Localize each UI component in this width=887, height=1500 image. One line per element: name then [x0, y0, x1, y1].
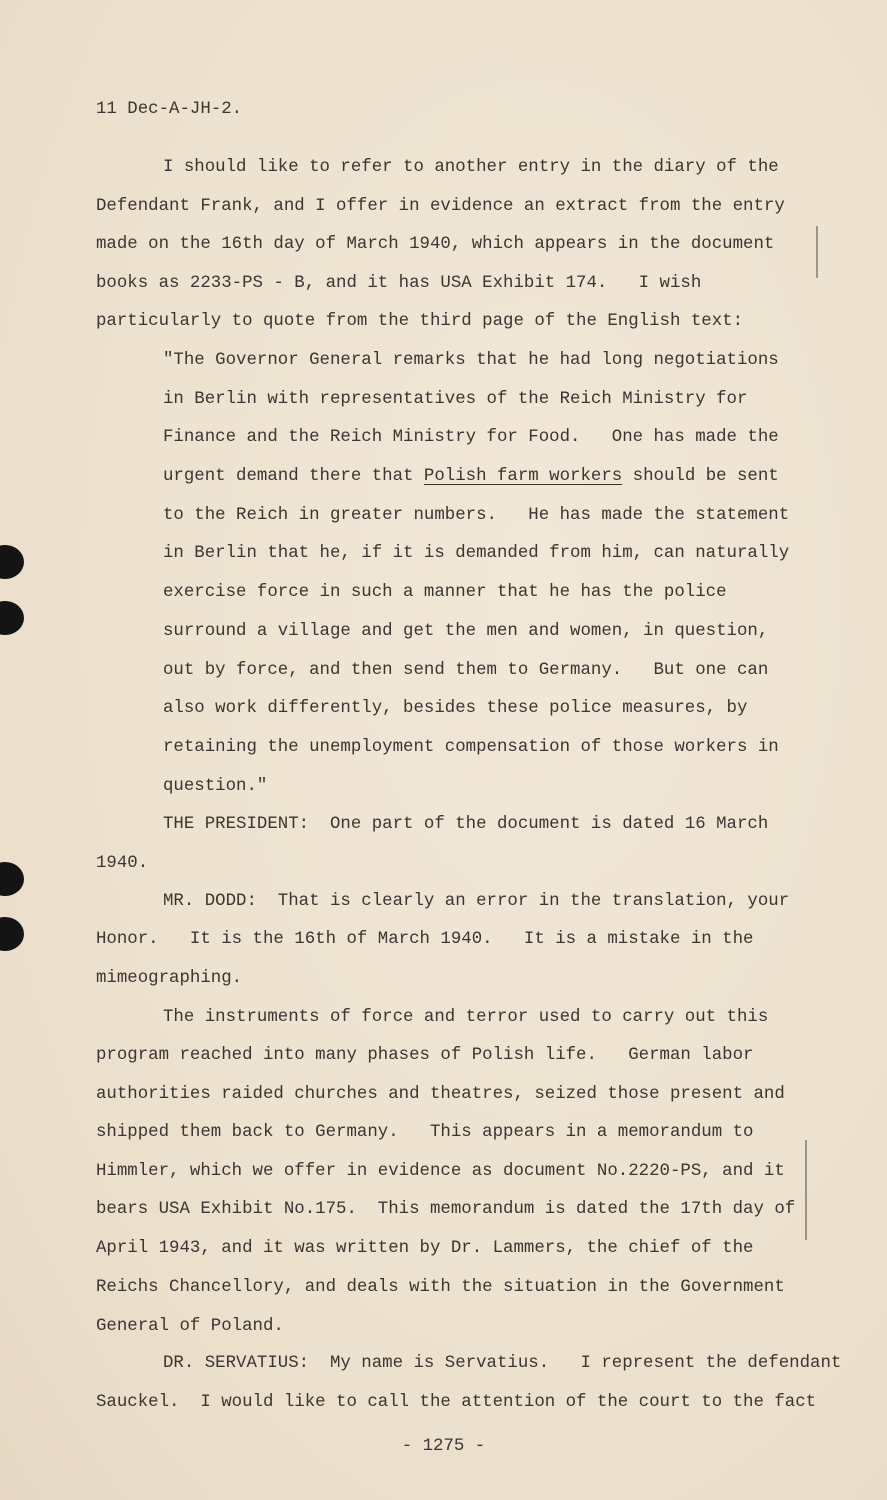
text-line: Reichs Chancellory, and deals with the situation in the Government	[96, 1278, 785, 1297]
quote-text: should be sent	[622, 467, 779, 486]
speaker-line: THE PRESIDENT: One part of the document is dated 16 March	[163, 815, 769, 834]
quote-line: Finance and the Reich Ministry for Food. One has made the	[163, 428, 779, 447]
page-number: - 1275 -	[401, 1437, 486, 1456]
text-line: General of Poland.	[96, 1317, 284, 1336]
quote-line	[163, 466, 779, 488]
underlined-phrase: Polish farm workers	[423, 467, 623, 486]
quote-line: out by force, and then send them to Germany. But one can	[163, 661, 769, 680]
text-line: mimeographing.	[96, 969, 243, 988]
speaker-line: MR. DODD: That is clearly an error in the translation, your	[163, 892, 790, 911]
document-header: 11 Dec-A-JH-2.	[96, 100, 243, 119]
text-line: The instruments of force and terror used to carry out this	[163, 1008, 769, 1027]
speaker-line: DR. SERVATIUS: My name is Servatius. I represent the defendant	[163, 1354, 842, 1373]
text-line: authorities raided churches and theatres, seized those present and	[96, 1085, 785, 1104]
margin-mark	[816, 226, 818, 278]
quote-line: retaining the unemployment compensation of those workers in	[163, 738, 779, 757]
text-line: particularly to quote from the third page of the English text:	[96, 312, 744, 331]
text-line: made on the 16th day of March 1940, which appears in the document	[96, 235, 775, 254]
text-line: 1940.	[96, 854, 149, 873]
quote-text: urgent demand there that	[163, 467, 424, 486]
quote-line: "The Governor General remarks that he had long negotiations	[163, 351, 779, 370]
punch-hole	[0, 917, 24, 951]
margin-mark	[805, 1140, 807, 1240]
text-line: books as 2233-PS - B, and it has USA Exhibit 174. I wish	[96, 274, 702, 293]
text-line: Himmler, which we offer in evidence as document No.2220-PS, and it	[96, 1162, 785, 1181]
quote-line: in Berlin that he, if it is demanded from him, can naturally	[163, 544, 790, 563]
quote-line: also work differently, besides these police measures, by	[163, 699, 748, 718]
text-line: Defendant Frank, and I offer in evidence an extract from the entry	[96, 197, 785, 216]
text-line: Sauckel. I would like to call the attention of the court to the fact	[96, 1393, 817, 1412]
text-line: program reached into many phases of Polish life. German labor	[96, 1046, 754, 1065]
quote-line: to the Reich in greater numbers. He has made the statement	[163, 506, 790, 525]
quote-line: exercise force in such a manner that he has the police	[163, 583, 727, 602]
punch-hole	[0, 601, 24, 635]
text-line: bears USA Exhibit No.175. This memorandum is dated the 17th day of	[96, 1200, 796, 1219]
quote-line: surround a village and get the men and women, in question,	[163, 622, 769, 641]
text-line: shipped them back to Germany. This appears in a memorandum to	[96, 1123, 754, 1142]
punch-hole	[0, 545, 24, 579]
quote-line: question."	[163, 777, 268, 796]
text-line: Honor. It is the 16th of March 1940. It is a mistake in the	[96, 930, 754, 949]
quote-line: in Berlin with representatives of the Reich Ministry for	[163, 390, 748, 409]
text-line: I should like to refer to another entry in the diary of the	[163, 158, 779, 177]
text-line: April 1943, and it was written by Dr. Lammers, the chief of the	[96, 1239, 754, 1258]
punch-hole	[0, 862, 24, 896]
